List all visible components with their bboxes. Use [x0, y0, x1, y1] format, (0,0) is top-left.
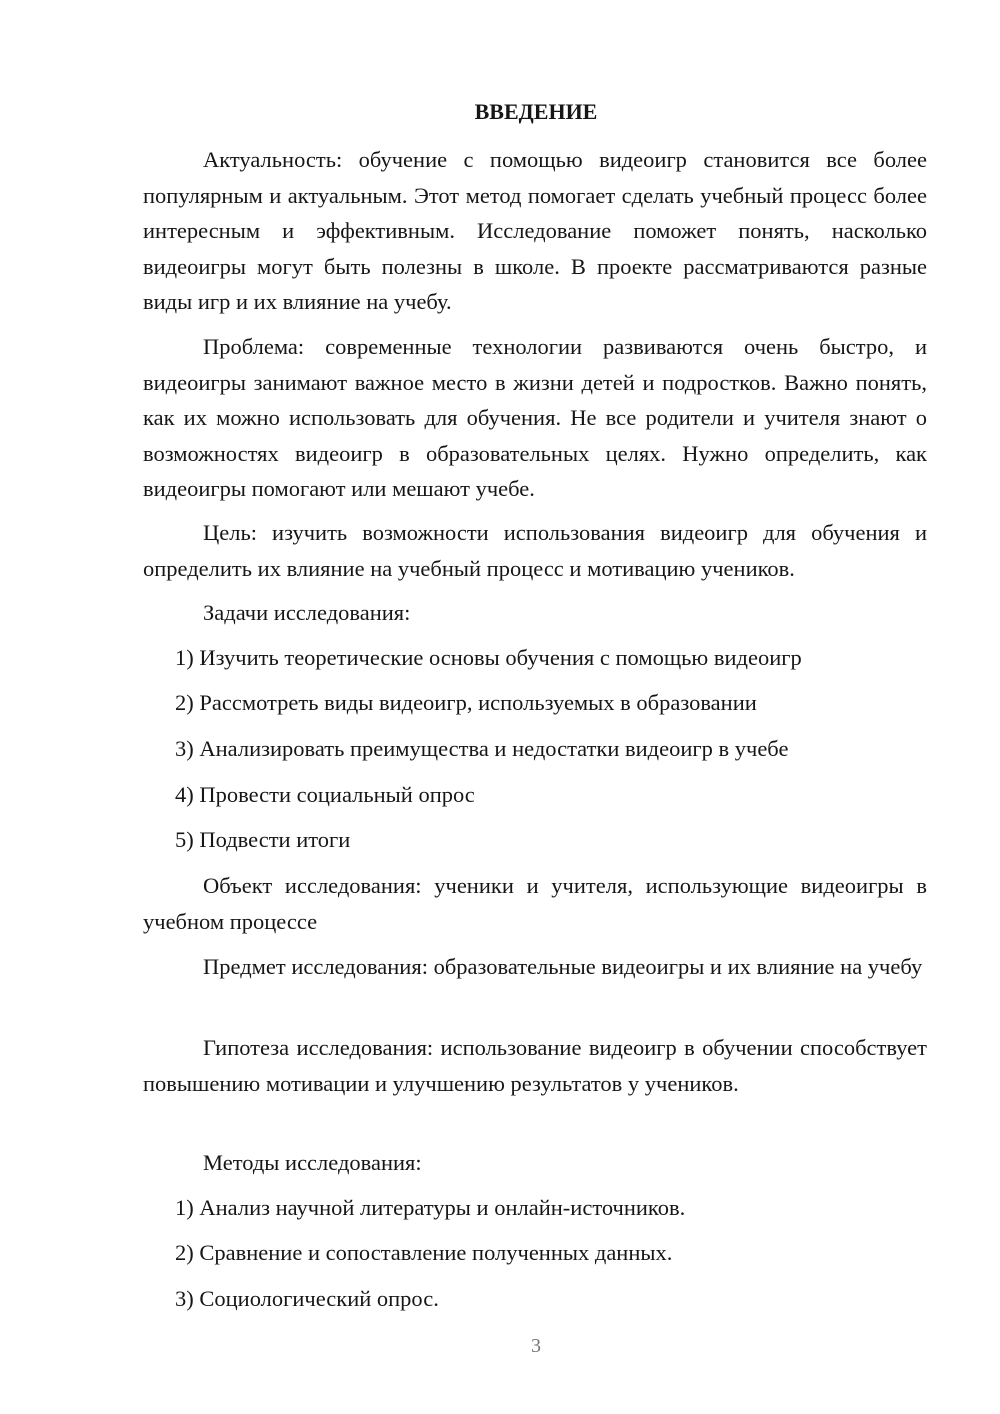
section-heading: ВВЕДЕНИЕ — [474, 99, 598, 124]
problem-paragraph: Проблема: современные технологии развиваются очень быстро, и видеоигры занимают важное место в жизни детей и подростков. Важно понять, как их можно использовать для обучения. Не все родители и учителя знают о возможностях видеоигр в образовательных целях. Нужно определить, как видеоигры помогают или мешают учебе. — [143, 334, 927, 501]
tasks-title: Задачи исследования: — [203, 600, 411, 625]
method-item-1: 1) Анализ научной литературы и онлайн-источников. — [175, 1195, 686, 1220]
subject-paragraph: Предмет исследования: образовательные видеоигры и их влияние на учебу — [203, 954, 923, 979]
object-paragraph: Объект исследования: ученики и учителя, использующие видеоигры в учебном процессе — [143, 873, 927, 934]
goal-paragraph: Цель: изучить возможности использования видеоигр для обучения и определить их влияние на учебный процесс и мотивацию учеников. — [143, 520, 927, 581]
task-item-1: 1) Изучить теоретические основы обучения с помощью видеоигр — [175, 645, 802, 670]
task-item-4: 4) Провести социальный опрос — [175, 782, 475, 807]
task-item-2: 2) Рассмотреть виды видеоигр, используемых в образовании — [175, 690, 757, 715]
task-item-3: 3) Анализировать преимущества и недостатки видеоигр в учебе — [175, 736, 789, 761]
method-item-3: 3) Социологический опрос. — [175, 1286, 439, 1311]
method-item-2: 2) Сравнение и сопоставление полученных данных. — [175, 1240, 673, 1265]
hypothesis-paragraph: Гипотеза исследования: использование видеоигр в обучении способствует повышению мотивации и улучшению результатов у учеников. — [143, 1035, 927, 1096]
task-item-5: 5) Подвести итоги — [175, 827, 351, 852]
relevance-paragraph: Актуальность: обучение с помощью видеоигр становится все более популярным и актуальным. Этот метод помогает сделать учебный процесс более интересным и эффективным. Исследование поможет понять, насколько видеоигры могут быть полезны в школе. В проекте рассматриваются разные виды игр и их влияние на учебу. — [143, 147, 927, 314]
methods-title: Методы исследования: — [203, 1150, 422, 1175]
page-number: 3 — [531, 1335, 541, 1357]
